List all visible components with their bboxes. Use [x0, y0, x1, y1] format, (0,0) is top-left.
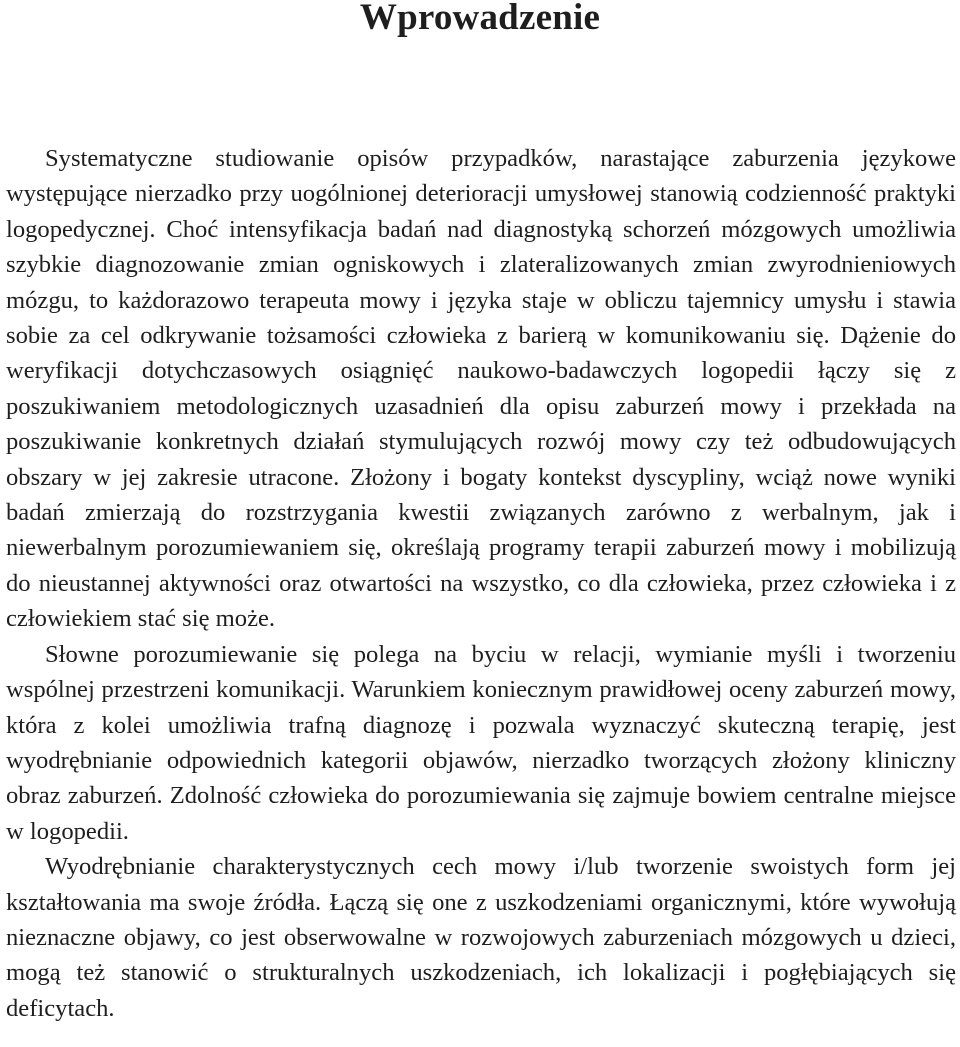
chapter-title: Wprowadzenie	[359, 0, 601, 38]
paragraph-3: Wyodrębnianie charakterystycznych cech mowy i/lub tworzenie swoistych form jej kształtowania ma swoje źródła. Łączą się one z uszkodzeniami organicznymi, które wywołują nieznaczne objawy, co jest obserwowalne w rozwojowych zaburzeniach mózgowych u dzieci, mogą też stanowić o strukturalnych uszkodzeniach, ich lokalizacji i pogłębiających się deficytach.	[6, 853, 956, 1022]
paragraph-1: Systematyczne studiowanie opisów przypadków, narastające zaburzenia językowe występujące nierzadko przy uogólnionej deterioracji umysłowej stanowią codzienność praktyki logopedycznej. Choć intensyfikacja badań nad diagnostyką schorzeń mózgowych umożliwia szybkie diagnozowanie zmian ogniskowych i zlateralizowanych zmian zwyrodnieniowych mózgu, to każdorazowo terapeuta mowy i języka staje w obliczu tajemnicy umysłu i stawia sobie za cel odkrywanie tożsamości człowieka z barierą w komunikowaniu się. Dążenie do weryfikacji dotychczasowych osiągnięć naukowo-badawczych logopedii łączy się z poszukiwaniem metodologicznych uzasadnień dla opisu zaburzeń mowy i przekłada na poszukiwanie konkretnych działań stymulujących rozwój mowy czy też odbudowujących obszary w jej zakresie utracone. Złożony i bogaty kontekst dyscypliny, wciąż nowe wyniki badań zmierzają do rozstrzygania kwestii związanych zarówno z werbalnym, jak i niewerbalnym porozumiewaniem się, określają programy terapii zaburzeń mowy i mobilizują do nieustannej aktywności oraz otwartości na wszystko, co dla człowieka, przez człowieka i z człowiekiem stać się może.	[6, 145, 956, 633]
paragraph-2: Słowne porozumiewanie się polega na byciu w relacji, wymianie myśli i tworzeniu wspólnej przestrzeni komunikacji. Warunkiem koniecznym prawidłowej oceny zaburzeń mowy, która z kolei umożliwia trafną diagnozę i pozwala wyznaczyć skuteczną terapię, jest wyodrębnianie odpowiednich kategorii objawów, nierzadko tworzących złożony kliniczny obraz zaburzeń. Zdolność człowieka do porozumiewania się zajmuje bowiem centralne miejsce w logopedii.	[6, 640, 956, 845]
body-text	[6, 141, 956, 1026]
